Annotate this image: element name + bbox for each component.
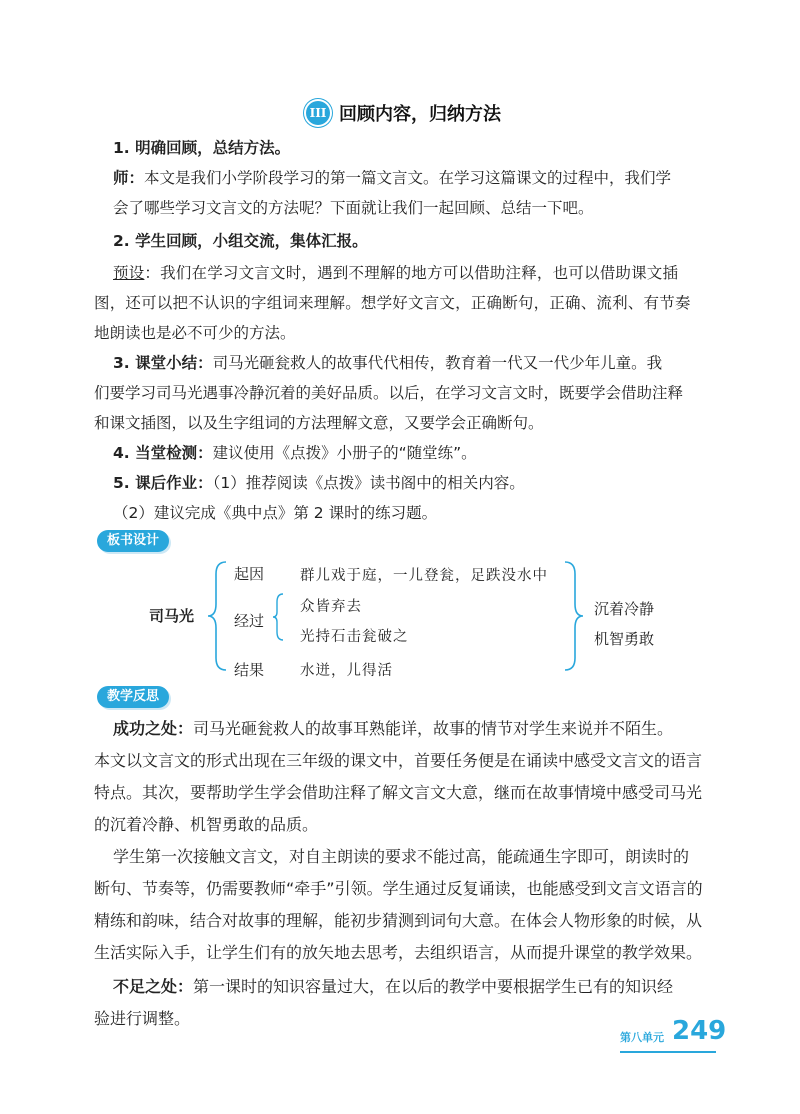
success-line-4: 的沉着冷静、机智勇敢的品质。 [94, 815, 319, 834]
board-center-title: 司马光 [149, 607, 195, 625]
footer-rule [620, 1051, 716, 1053]
reflection-label: 教学反思 [97, 686, 169, 708]
board-process-2: 光持石击瓮破之 [300, 629, 409, 645]
step-4-label: 4. 当堂检测： [113, 444, 213, 462]
board-result-label: 结果 [234, 661, 265, 679]
step-5-line [113, 466, 525, 500]
success-label: 成功之处： [113, 719, 194, 738]
small-brace-icon [271, 592, 285, 642]
board-process-label: 经过 [234, 612, 265, 630]
board-quality-1: 沉着冷静 [594, 600, 655, 618]
lack-line-1 [113, 970, 673, 1004]
preset-line-3: 地朗读也是必不可少的方法。 [94, 324, 296, 342]
board-cause-label: 起因 [234, 565, 265, 583]
section-title: 回顾内容，归纳方法 [339, 104, 501, 125]
step-4-line [113, 436, 477, 470]
reflection-p2-line-4: 生活实际入手，让学生们有的放矢地去思考，去组织语言，从而提升课堂的教学效果。 [94, 943, 703, 962]
step-3-line-3: 和课文插图，以及生字组词的方法理解文意，又要学会正确断句。 [94, 414, 544, 432]
step-1-heading: 1. 明确回顾，总结方法。 [113, 139, 291, 157]
step-4-text: 建议使用《点拨》小册子的“随堂练”。 [212, 444, 477, 462]
board-process-1: 众皆弃去 [300, 599, 362, 615]
page-number: 249 [672, 1016, 727, 1046]
teacher-label: 师： [113, 169, 145, 187]
board-result-text: 水迸，儿得活 [300, 663, 393, 679]
step-5-line-2: （2）建议完成《典中点》第 2 课时的练习题。 [113, 504, 438, 522]
success-line-1 [113, 712, 673, 746]
step-2-heading: 2. 学生回顾，小组交流，集体汇报。 [113, 232, 368, 250]
step-5-label: 5. 课后作业： [113, 474, 213, 492]
board-cause-text: 群儿戏于庭，一儿登瓮，足跌没水中 [300, 568, 548, 584]
board-design-label: 板书设计 [97, 530, 169, 552]
reflection-p2-line-2: 断句、节奏等，仍需要教师“牵手”引领。学生通过反复诵读，也能感受到文言文语言的 [94, 879, 703, 898]
success-line-3: 特点。其次，要帮助学生学会借助注释了解文言文大意，继而在故事情境中感受司马光 [94, 783, 703, 802]
section-number-badge: III [306, 101, 330, 125]
preset-line-1 [113, 256, 678, 290]
preset-line-2: 图，还可以把不认识的字组词来理解。想学好文言文，正确断句，正确、流利、有节奏 [94, 294, 691, 312]
step-5-text: （1）推荐阅读《点拨》读书阁中的相关内容。 [212, 474, 525, 492]
lack-text-1: 第一课时的知识容量过大，在以后的教学中要根据学生已有的知识经 [193, 977, 674, 996]
preset-text-1: ：我们在学习文言文时，遇到不理解的地方可以借助注释，也可以借助课文插 [144, 264, 679, 282]
step-3-line-2: 们要学习司马光遇事冷静沉着的美好品质。以后，在学习文言文时，既要学会借助注释 [94, 384, 684, 402]
step-3-text-1: 司马光砸瓮救人的故事代代相传，教育着一代又一代少年儿童。我 [212, 354, 663, 372]
board-quality-2: 机智勇敢 [594, 630, 655, 648]
lack-line-2: 验进行调整。 [94, 1009, 191, 1028]
left-brace-icon [206, 560, 228, 672]
teacher-text-1: 本文是我们小学阶段学习的第一篇文言文。在学习这篇课文的过程中，我们学 [144, 169, 672, 187]
reflection-p2-line-1: 学生第一次接触文言文，对自主朗读的要求不能过高，能疏通生字即可，朗读时的 [113, 847, 690, 866]
step-3-line-1 [113, 346, 662, 380]
success-line-2: 本文以文言文的形式出现在三年级的课文中，首要任务便是在诵读中感受文言文的语言 [94, 751, 703, 770]
lack-label: 不足之处： [113, 977, 194, 996]
preset-label: 预设 [113, 264, 145, 282]
teacher-line-1 [113, 161, 671, 195]
success-text-1: 司马光砸瓮救人的故事耳熟能详，故事的情节对学生来说并不陌生。 [193, 719, 674, 738]
right-brace-icon [563, 560, 585, 672]
unit-label: 第八单元 [620, 1031, 664, 1044]
step-3-label: 3. 课堂小结： [113, 354, 213, 372]
teacher-line-2: 会了哪些学习文言文的方法呢？下面就让我们一起回顾、总结一下吧。 [113, 199, 594, 217]
reflection-p2-line-3: 精练和韵味，结合对故事的理解，能初步猜测到词句大意。在体会人物形象的时候，从 [94, 911, 703, 930]
